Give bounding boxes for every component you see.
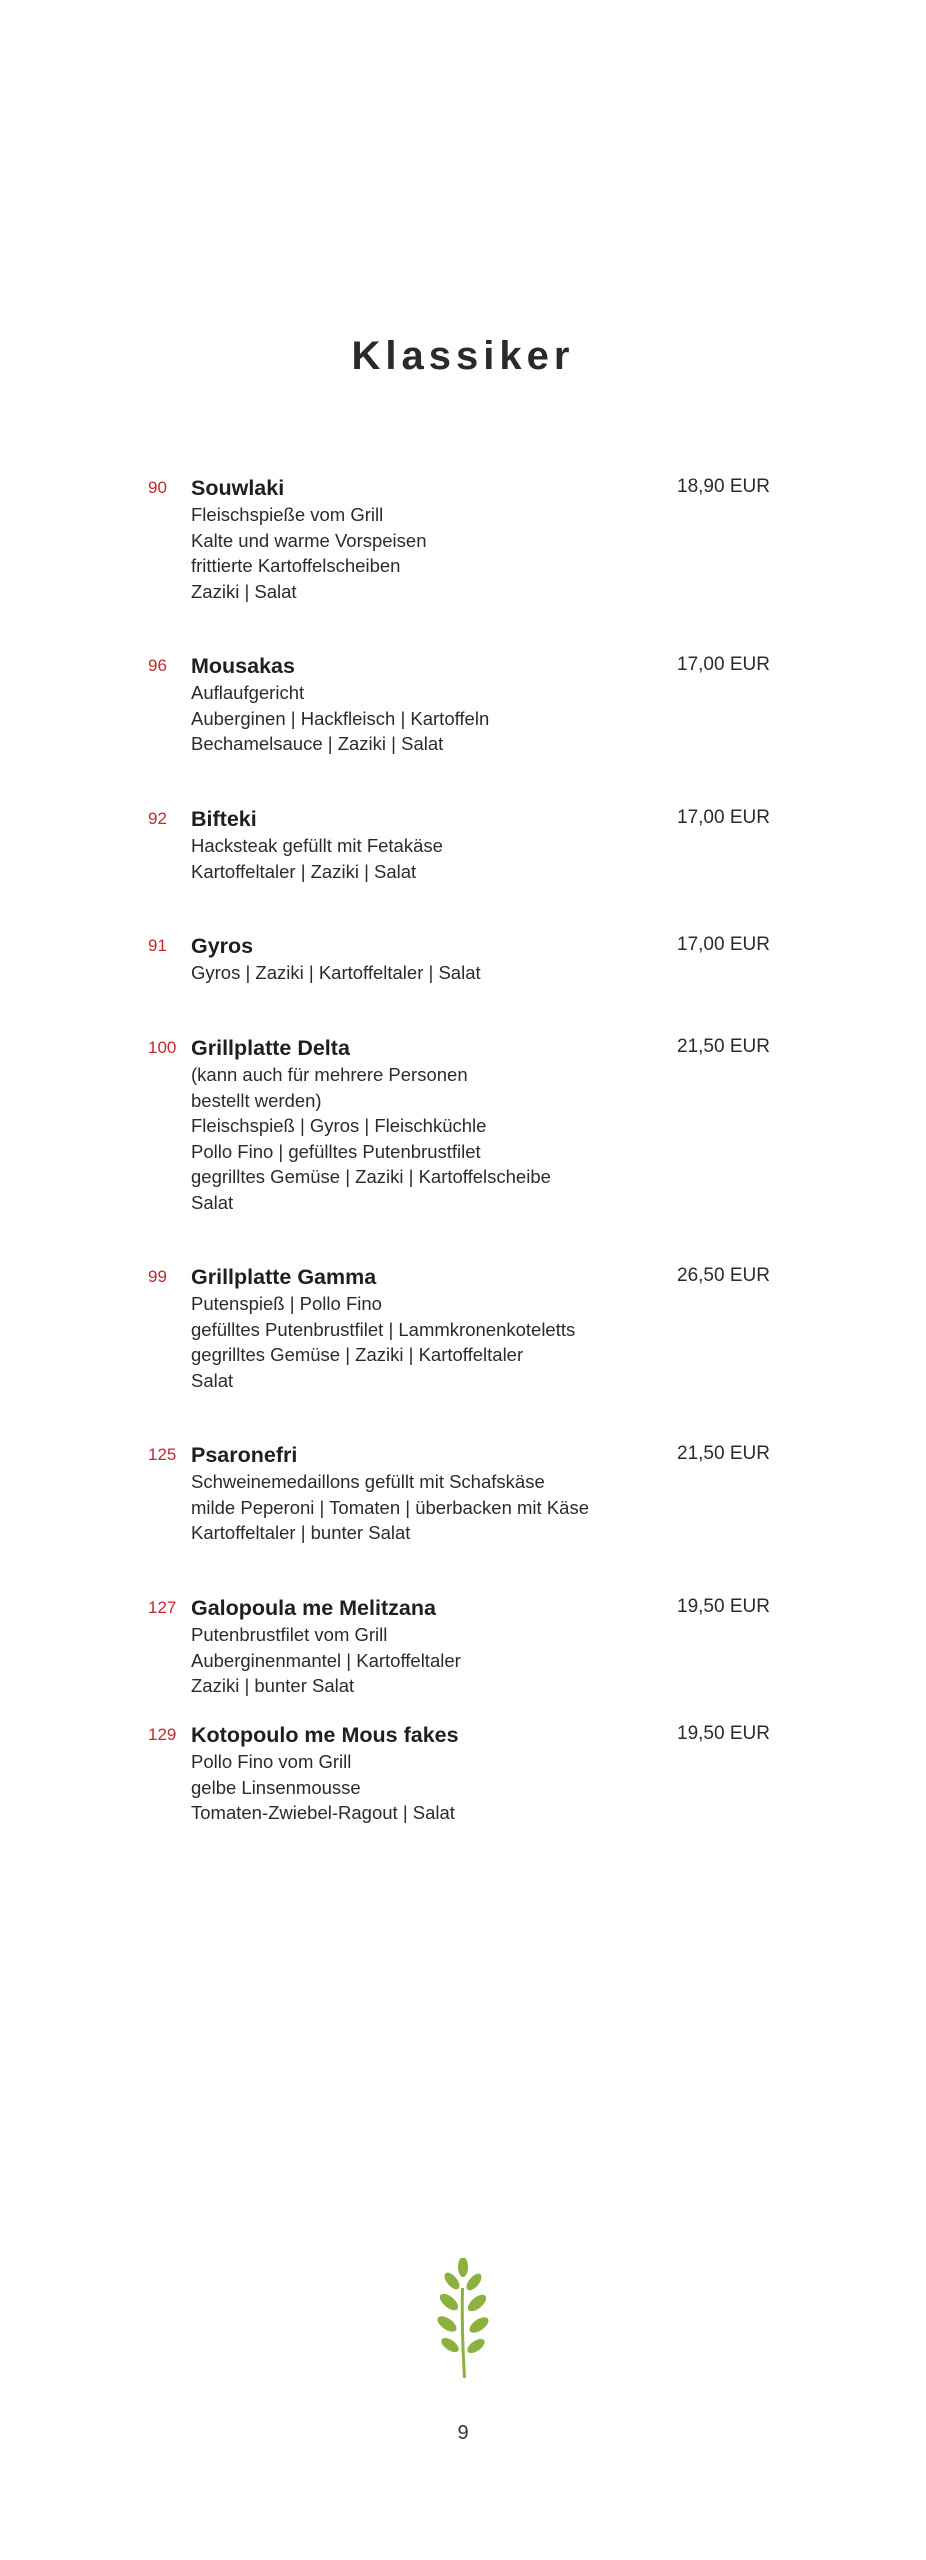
dish-name: Bifteki xyxy=(191,807,257,831)
dish-description-line: frittierte Kartoffelscheiben xyxy=(191,555,401,576)
olive-sprig-icon xyxy=(430,2258,496,2380)
dish-description-line: Schweinemedaillons gefüllt mit Schafskäse xyxy=(191,1471,545,1492)
dish-price: 21,50 EUR xyxy=(677,1443,770,1464)
dish-name: Grillplatte Delta xyxy=(191,1036,350,1060)
dish-description-line: milde Peperoni | Tomaten | überbacken mit Käse xyxy=(191,1496,589,1518)
dish-description-line: Tomaten-Zwiebel-Ragout | Salat xyxy=(191,1802,455,1823)
dish-description-line: Kartoffeltaler | Zaziki | Salat xyxy=(191,860,417,882)
page-number: 9 xyxy=(457,2422,469,2444)
dish-name: Souwlaki xyxy=(191,476,285,500)
dish-description-line: gelbe Linsenmousse xyxy=(191,1776,361,1798)
dish-price: 17,00 EUR xyxy=(677,654,770,675)
dish-name: Kotopoulo me Mous fakes xyxy=(191,1723,459,1747)
dish-description-line: Auflaufgericht xyxy=(191,682,305,703)
dish-number: 91 xyxy=(148,936,167,955)
dish-description-line: Auberginen | Hackfleisch | Kartoffeln xyxy=(191,707,490,729)
dish-description-line: Kalte und warme Vorspeisen xyxy=(191,529,427,551)
dish-description-line: Zaziki | Salat xyxy=(191,580,297,602)
dish-description-line: bestellt werden) xyxy=(191,1089,322,1111)
dish-description-line: Auberginenmantel | Kartoffeltaler xyxy=(191,1649,461,1671)
dish-description-line: Pollo Fino | gefülltes Putenbrustfilet xyxy=(191,1140,481,1162)
dish-description-line: Hacksteak gefüllt mit Fetakäse xyxy=(191,835,443,856)
dish-description-line: gefülltes Putenbrustfilet | Lammkronenkoteletts xyxy=(191,1318,576,1340)
dish-price: 18,90 EUR xyxy=(677,476,770,497)
dish-name: Mousakas xyxy=(191,654,295,678)
dish-description-line: Gyros | Zaziki | Kartoffeltaler | Salat xyxy=(191,962,481,983)
dish-name: Gyros xyxy=(191,934,254,958)
dish-name: Grillplatte Gamma xyxy=(191,1265,377,1289)
dish-description-line: Zaziki | bunter Salat xyxy=(191,1675,355,1696)
dish-price: 21,50 EUR xyxy=(677,1036,770,1057)
dish-description-line: Fleischspieß | Gyros | Fleischküchle xyxy=(191,1115,487,1136)
dish-description-line: Salat xyxy=(191,1191,234,1213)
dish-description-line: Salat xyxy=(191,1369,234,1391)
dish-price: 17,00 EUR xyxy=(677,934,770,955)
dish-description-line: gegrilltes Gemüse | Zaziki | Kartoffeltaler xyxy=(191,1344,524,1365)
dish-price: 17,00 EUR xyxy=(677,807,770,828)
dish-description-line: Fleischspieße vom Grill xyxy=(191,504,384,525)
dish-number: 96 xyxy=(148,656,167,675)
dish-description-line: (kann auch für mehrere Personen xyxy=(191,1064,468,1085)
dish-number: 100 xyxy=(148,1038,177,1057)
dish-description-line: Putenspieß | Pollo Fino xyxy=(191,1293,382,1314)
dish-name: Galopoula me Melitzana xyxy=(191,1596,436,1620)
dish-number: 99 xyxy=(148,1267,167,1286)
dish-number: 90 xyxy=(148,478,167,497)
dish-price: 26,50 EUR xyxy=(677,1265,770,1286)
dish-description-line: Pollo Fino vom Grill xyxy=(191,1751,352,1772)
dish-price: 19,50 EUR xyxy=(677,1596,770,1617)
dish-price: 19,50 EUR xyxy=(677,1723,770,1744)
dish-description-line: Kartoffeltaler | bunter Salat xyxy=(191,1522,411,1543)
dish-number: 127 xyxy=(148,1598,177,1617)
dish-number: 129 xyxy=(148,1725,177,1744)
dish-description-line: Bechamelsauce | Zaziki | Salat xyxy=(191,733,444,754)
page-title: Klassiker xyxy=(351,334,575,378)
dish-number: 125 xyxy=(148,1445,177,1464)
dish-number: 92 xyxy=(148,809,167,828)
dish-description-line: Putenbrustfilet vom Grill xyxy=(191,1624,388,1645)
dish-name: Psaronefri xyxy=(191,1443,298,1467)
dish-description-line: gegrilltes Gemüse | Zaziki | Kartoffelscheibe xyxy=(191,1166,551,1187)
